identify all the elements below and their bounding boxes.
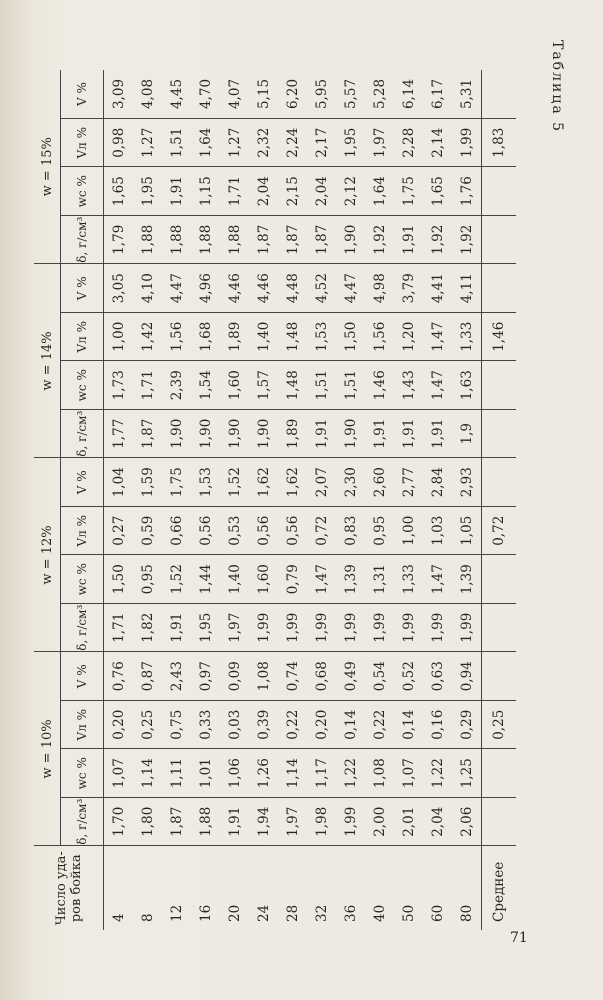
table-cell: 1,95 bbox=[133, 167, 162, 216]
table-cell: 1,70 bbox=[104, 798, 134, 847]
table-cell: 1,91 bbox=[365, 410, 394, 459]
group-header-w15: w = 15% bbox=[34, 70, 61, 264]
table-cell: 0,63 bbox=[423, 652, 452, 701]
table-cell: 1,43 bbox=[394, 361, 423, 410]
row-label-blows: 24 bbox=[255, 904, 272, 922]
table-cell: 0,75 bbox=[162, 701, 191, 750]
table-cell: 1,97 bbox=[278, 798, 307, 847]
table-row bbox=[133, 70, 162, 930]
table-cell: 1,08 bbox=[365, 749, 394, 798]
table-cell: 1,68 bbox=[191, 313, 220, 362]
average-row bbox=[482, 70, 517, 930]
table-row bbox=[191, 70, 220, 930]
group-header-w10: w = 10% bbox=[34, 652, 61, 846]
table-cell: 0,16 bbox=[423, 701, 452, 750]
table-cell: 1,25 bbox=[452, 749, 482, 798]
table-cell: 1,33 bbox=[452, 313, 482, 362]
table-cell: 1,87 bbox=[133, 410, 162, 459]
table-cell: 4,11 bbox=[452, 264, 482, 313]
table-cell: 2,04 bbox=[249, 167, 278, 216]
table-cell: 0,95 bbox=[133, 555, 162, 604]
page-number: 71 bbox=[510, 930, 528, 946]
table-cell: 1,56 bbox=[162, 313, 191, 362]
table-cell: 2,77 bbox=[394, 458, 423, 507]
table-cell: 1,71 bbox=[133, 361, 162, 410]
table-cell: 1,88 bbox=[133, 216, 162, 265]
subheader-cell: δ, г/см³ bbox=[61, 604, 104, 653]
table-cell: 1,27 bbox=[220, 119, 249, 168]
row-label-blows: 36 bbox=[342, 904, 359, 922]
table-cell: 1,20 bbox=[394, 313, 423, 362]
row-label-blows: 60 bbox=[429, 904, 446, 922]
table-cell: 0,33 bbox=[191, 701, 220, 750]
table-cell: 2,28 bbox=[394, 119, 423, 168]
subheader-cell: V % bbox=[61, 652, 104, 701]
table-cell: 4,47 bbox=[336, 264, 365, 313]
subheader-cell: wс % bbox=[61, 361, 104, 410]
table-cell: 1,88 bbox=[162, 216, 191, 265]
table-cell: 1,52 bbox=[220, 458, 249, 507]
table-cell: 1,47 bbox=[423, 555, 452, 604]
table-cell: 1,99 bbox=[423, 604, 452, 653]
table-cell: 1,33 bbox=[394, 555, 423, 604]
table-cell: 1,62 bbox=[278, 458, 307, 507]
table-cell: 1,50 bbox=[104, 555, 134, 604]
table-row bbox=[452, 70, 482, 930]
subheader-cell: Vл % bbox=[61, 701, 104, 750]
table-cell: 0,54 bbox=[365, 652, 394, 701]
table-cell: 1,95 bbox=[191, 604, 220, 653]
table-cell: 4,41 bbox=[423, 264, 452, 313]
table-cell: 0,56 bbox=[249, 507, 278, 556]
table-cell: 1,60 bbox=[249, 555, 278, 604]
table-cell: 2,60 bbox=[365, 458, 394, 507]
table-cell: 1,99 bbox=[336, 604, 365, 653]
table-cell: 1,51 bbox=[336, 361, 365, 410]
table-cell: 3,05 bbox=[104, 264, 134, 313]
subheader-cell: Vл % bbox=[61, 119, 104, 168]
average-value: 0,25 bbox=[482, 701, 517, 750]
empty-cell bbox=[482, 749, 517, 798]
table-cell: 1,91 bbox=[162, 167, 191, 216]
table-row bbox=[365, 70, 394, 930]
table-row bbox=[162, 70, 191, 930]
table-cell: 1,92 bbox=[423, 216, 452, 265]
table-cell: 1,90 bbox=[249, 410, 278, 459]
table-cell: 0,97 bbox=[191, 652, 220, 701]
row-label-blows: 28 bbox=[284, 904, 301, 922]
table-cell: 2,24 bbox=[278, 119, 307, 168]
table-cell: 1,40 bbox=[220, 555, 249, 604]
subheader-cell: wс % bbox=[61, 167, 104, 216]
table-cell: 0,20 bbox=[104, 701, 134, 750]
subheader-cell: V % bbox=[61, 264, 104, 313]
subheader-row bbox=[61, 70, 104, 930]
table-cell: 1,07 bbox=[394, 749, 423, 798]
table-cell: 1,01 bbox=[191, 749, 220, 798]
table-cell: 5,15 bbox=[249, 70, 278, 119]
empty-cell bbox=[482, 264, 517, 313]
subheader-cell: δ, г/см³ bbox=[61, 410, 104, 459]
table-cell: 1,00 bbox=[394, 507, 423, 556]
table-cell: 1,87 bbox=[249, 216, 278, 265]
table-cell: 0,74 bbox=[278, 652, 307, 701]
empty-cell bbox=[482, 555, 517, 604]
table-cell: 0,68 bbox=[307, 652, 336, 701]
table-cell: 1,77 bbox=[104, 410, 134, 459]
table-cell: 0,14 bbox=[394, 701, 423, 750]
table-cell: 0,25 bbox=[133, 701, 162, 750]
table-cell: 1,73 bbox=[104, 361, 134, 410]
table-cell: 0,53 bbox=[220, 507, 249, 556]
table-cell: 1,91 bbox=[423, 410, 452, 459]
table-cell: 1,97 bbox=[365, 119, 394, 168]
table-cell: 1,65 bbox=[423, 167, 452, 216]
table-cell: 1,98 bbox=[307, 798, 336, 847]
table-cell: 0,49 bbox=[336, 652, 365, 701]
empty-cell bbox=[482, 798, 517, 847]
table-cell: 0,98 bbox=[104, 119, 134, 168]
empty-cell bbox=[482, 167, 517, 216]
table-cell: 6,20 bbox=[278, 70, 307, 119]
table-cell: 1,89 bbox=[220, 313, 249, 362]
table-cell: 1,63 bbox=[452, 361, 482, 410]
table-cell: 1,71 bbox=[220, 167, 249, 216]
table-cell: 1,48 bbox=[278, 313, 307, 362]
subheader-cell: wс % bbox=[61, 749, 104, 798]
table-cell: 1,54 bbox=[191, 361, 220, 410]
table-cell: 4,70 bbox=[191, 70, 220, 119]
table-cell: 1,88 bbox=[220, 216, 249, 265]
table-cell: 5,57 bbox=[336, 70, 365, 119]
empty-cell bbox=[482, 70, 517, 119]
table-cell: 2,01 bbox=[394, 798, 423, 847]
table-cell: 1,27 bbox=[133, 119, 162, 168]
table-cell: 1,39 bbox=[452, 555, 482, 604]
table-cell: 0,03 bbox=[220, 701, 249, 750]
table-cell: 1,56 bbox=[365, 313, 394, 362]
table-cell: 1,99 bbox=[452, 119, 482, 168]
table-cell: 5,95 bbox=[307, 70, 336, 119]
table-cell: 1,22 bbox=[423, 749, 452, 798]
table-cell: 1,91 bbox=[394, 410, 423, 459]
table-cell: 4,46 bbox=[220, 264, 249, 313]
corner-label-line1: Число уда- bbox=[53, 851, 69, 926]
table-cell: 4,07 bbox=[220, 70, 249, 119]
table-cell: 1,08 bbox=[249, 652, 278, 701]
table-cell: 1,65 bbox=[104, 167, 134, 216]
table-cell: 1,99 bbox=[452, 604, 482, 653]
corner-label-line2: ров бойка bbox=[68, 854, 84, 923]
empty-cell bbox=[482, 652, 517, 701]
table-cell: 1,64 bbox=[365, 167, 394, 216]
table-cell: 4,08 bbox=[133, 70, 162, 119]
average-value: 1,46 bbox=[482, 313, 517, 362]
table-body bbox=[104, 70, 517, 930]
table-row bbox=[249, 70, 278, 930]
table-cell: 2,93 bbox=[452, 458, 482, 507]
table-cell: 3,79 bbox=[394, 264, 423, 313]
row-label-blows: 32 bbox=[313, 904, 330, 922]
table-cell: 1,26 bbox=[249, 749, 278, 798]
table-cell: 1,14 bbox=[133, 749, 162, 798]
table-cell: 0,39 bbox=[249, 701, 278, 750]
table-cell: 1,51 bbox=[307, 361, 336, 410]
table-row bbox=[307, 70, 336, 930]
table-cell: 1,91 bbox=[394, 216, 423, 265]
table-cell: 1,99 bbox=[394, 604, 423, 653]
table-cell: 1,50 bbox=[336, 313, 365, 362]
table-cell: 1,51 bbox=[162, 119, 191, 168]
table-cell: 1,48 bbox=[278, 361, 307, 410]
table-cell: 1,90 bbox=[220, 410, 249, 459]
table-cell: 0,20 bbox=[307, 701, 336, 750]
table-cell: 5,31 bbox=[452, 70, 482, 119]
table-cell: 1,42 bbox=[133, 313, 162, 362]
table-row bbox=[104, 70, 134, 930]
table-cell: 1,17 bbox=[307, 749, 336, 798]
table-cell: 1,75 bbox=[394, 167, 423, 216]
row-label-blows: 12 bbox=[168, 904, 185, 922]
table-row bbox=[336, 70, 365, 930]
table-cell: 2,30 bbox=[336, 458, 365, 507]
subheader-cell: Vл % bbox=[61, 507, 104, 556]
table-cell: 3,09 bbox=[104, 70, 134, 119]
table-cell: 1,90 bbox=[336, 216, 365, 265]
table-cell: 1,91 bbox=[307, 410, 336, 459]
empty-cell bbox=[482, 410, 517, 459]
table-cell: 2,06 bbox=[452, 798, 482, 847]
table-cell: 1,99 bbox=[278, 604, 307, 653]
table-cell: 1,91 bbox=[220, 798, 249, 847]
table-cell: 1,90 bbox=[336, 410, 365, 459]
table-cell: 2,12 bbox=[336, 167, 365, 216]
table-cell: 0,95 bbox=[365, 507, 394, 556]
table-cell: 1,44 bbox=[191, 555, 220, 604]
row-label-blows: 8 bbox=[139, 913, 156, 922]
table-cell: 1,31 bbox=[365, 555, 394, 604]
data-table bbox=[34, 70, 516, 930]
table-cell: 1,62 bbox=[249, 458, 278, 507]
empty-cell bbox=[482, 458, 517, 507]
table-cell: 1,94 bbox=[249, 798, 278, 847]
table-cell: 0,14 bbox=[336, 701, 365, 750]
subheader-cell: V % bbox=[61, 70, 104, 119]
table-cell: 4,52 bbox=[307, 264, 336, 313]
table-cell: 0,56 bbox=[278, 507, 307, 556]
table-cell: 0,87 bbox=[133, 652, 162, 701]
table-cell: 1,87 bbox=[307, 216, 336, 265]
group-header-row bbox=[34, 70, 61, 930]
average-value: 1,83 bbox=[482, 119, 517, 168]
table-cell: 0,94 bbox=[452, 652, 482, 701]
table-row bbox=[278, 70, 307, 930]
table-cell: 1,97 bbox=[220, 604, 249, 653]
table-cell: 1,47 bbox=[423, 313, 452, 362]
row-label-blows: 40 bbox=[371, 904, 388, 922]
table-cell: 1,89 bbox=[278, 410, 307, 459]
table-cell: 1,15 bbox=[191, 167, 220, 216]
table-cell: 1,91 bbox=[162, 604, 191, 653]
table-cell: 4,47 bbox=[162, 264, 191, 313]
row-label-blows: 80 bbox=[458, 904, 475, 922]
table-cell: 1,76 bbox=[452, 167, 482, 216]
table-cell: 0,27 bbox=[104, 507, 134, 556]
table-cell: 0,09 bbox=[220, 652, 249, 701]
row-label-blows: 50 bbox=[400, 904, 417, 922]
table-cell: 2,43 bbox=[162, 652, 191, 701]
table-cell: 2,15 bbox=[278, 167, 307, 216]
table-cell: 1,46 bbox=[365, 361, 394, 410]
table-cell: 1,47 bbox=[307, 555, 336, 604]
table-cell: 2,04 bbox=[307, 167, 336, 216]
table-cell: 4,98 bbox=[365, 264, 394, 313]
table-cell: 1,79 bbox=[104, 216, 134, 265]
subheader-cell: δ, г/см³ bbox=[61, 216, 104, 265]
table-cell: 1,75 bbox=[162, 458, 191, 507]
subheader-cell: wс % bbox=[61, 555, 104, 604]
table-cell: 4,10 bbox=[133, 264, 162, 313]
table-cell: 0,56 bbox=[191, 507, 220, 556]
table-row bbox=[220, 70, 249, 930]
table-cell: 1,99 bbox=[249, 604, 278, 653]
rotated-table-wrapper bbox=[34, 70, 514, 930]
table-cell: 1,05 bbox=[452, 507, 482, 556]
average-value: 0,72 bbox=[482, 507, 517, 556]
table-cell: 4,96 bbox=[191, 264, 220, 313]
row-label-blows: 20 bbox=[226, 904, 243, 922]
table-cell: 6,17 bbox=[423, 70, 452, 119]
empty-cell bbox=[482, 216, 517, 265]
average-label: Среднее bbox=[482, 846, 517, 930]
table-cell: 0,83 bbox=[336, 507, 365, 556]
table-cell: 1,95 bbox=[336, 119, 365, 168]
table-cell: 1,9 bbox=[452, 410, 482, 459]
table-cell: 1,04 bbox=[104, 458, 134, 507]
table-cell: 2,32 bbox=[249, 119, 278, 168]
table-cell: 1,52 bbox=[162, 555, 191, 604]
corner-header bbox=[34, 846, 104, 930]
group-header-w12: w = 12% bbox=[34, 458, 61, 652]
table-cell: 1,14 bbox=[278, 749, 307, 798]
empty-cell bbox=[482, 361, 517, 410]
table-cell: 1,90 bbox=[162, 410, 191, 459]
table-cell: 1,92 bbox=[452, 216, 482, 265]
table-cell: 2,00 bbox=[365, 798, 394, 847]
table-cell: 1,11 bbox=[162, 749, 191, 798]
table-cell: 1,07 bbox=[104, 749, 134, 798]
table-cell: 2,39 bbox=[162, 361, 191, 410]
row-label-blows: 4 bbox=[110, 913, 127, 922]
table-cell: 1,03 bbox=[423, 507, 452, 556]
table-cell: 1,99 bbox=[336, 798, 365, 847]
table-cell: 1,00 bbox=[104, 313, 134, 362]
table-cell: 1,22 bbox=[336, 749, 365, 798]
table-caption: Таблица 5 bbox=[549, 40, 565, 134]
table-cell: 1,99 bbox=[365, 604, 394, 653]
table-cell: 1,92 bbox=[365, 216, 394, 265]
table-cell: 1,99 bbox=[307, 604, 336, 653]
table-cell: 1,87 bbox=[278, 216, 307, 265]
table-cell: 2,14 bbox=[423, 119, 452, 168]
table-cell: 6,14 bbox=[394, 70, 423, 119]
table-cell: 1,60 bbox=[220, 361, 249, 410]
subheader-cell: δ, г/см³ bbox=[61, 798, 104, 847]
table-cell: 0,22 bbox=[365, 701, 394, 750]
table-cell: 1,88 bbox=[191, 216, 220, 265]
table-cell: 1,71 bbox=[104, 604, 134, 653]
table-row bbox=[423, 70, 452, 930]
group-header-w14: w = 14% bbox=[34, 264, 61, 458]
empty-cell bbox=[482, 604, 517, 653]
table-cell: 0,52 bbox=[394, 652, 423, 701]
subheader-cell: V % bbox=[61, 458, 104, 507]
table-cell: 0,72 bbox=[307, 507, 336, 556]
table-cell: 1,90 bbox=[191, 410, 220, 459]
table-cell: 0,22 bbox=[278, 701, 307, 750]
table-cell: 2,84 bbox=[423, 458, 452, 507]
table-cell: 1,53 bbox=[191, 458, 220, 507]
table-cell: 4,46 bbox=[249, 264, 278, 313]
table-cell: 4,48 bbox=[278, 264, 307, 313]
table-cell: 5,28 bbox=[365, 70, 394, 119]
table-cell: 1,57 bbox=[249, 361, 278, 410]
subheader-cell: Vл % bbox=[61, 313, 104, 362]
table-cell: 2,07 bbox=[307, 458, 336, 507]
table-cell: 0,29 bbox=[452, 701, 482, 750]
table-cell: 0,79 bbox=[278, 555, 307, 604]
table-cell: 1,64 bbox=[191, 119, 220, 168]
table-cell: 0,66 bbox=[162, 507, 191, 556]
table-cell: 1,39 bbox=[336, 555, 365, 604]
table-cell: 1,88 bbox=[191, 798, 220, 847]
table-cell: 1,40 bbox=[249, 313, 278, 362]
table-cell: 1,82 bbox=[133, 604, 162, 653]
table-cell: 0,59 bbox=[133, 507, 162, 556]
table-cell: 1,87 bbox=[162, 798, 191, 847]
table-cell: 4,45 bbox=[162, 70, 191, 119]
table-cell: 2,04 bbox=[423, 798, 452, 847]
table-row bbox=[394, 70, 423, 930]
table-cell: 1,06 bbox=[220, 749, 249, 798]
table-cell: 1,59 bbox=[133, 458, 162, 507]
table-cell: 2,17 bbox=[307, 119, 336, 168]
table-cell: 1,47 bbox=[423, 361, 452, 410]
row-label-blows: 16 bbox=[197, 904, 214, 922]
table-cell: 1,80 bbox=[133, 798, 162, 847]
table-cell: 0,76 bbox=[104, 652, 134, 701]
table-cell: 1,53 bbox=[307, 313, 336, 362]
